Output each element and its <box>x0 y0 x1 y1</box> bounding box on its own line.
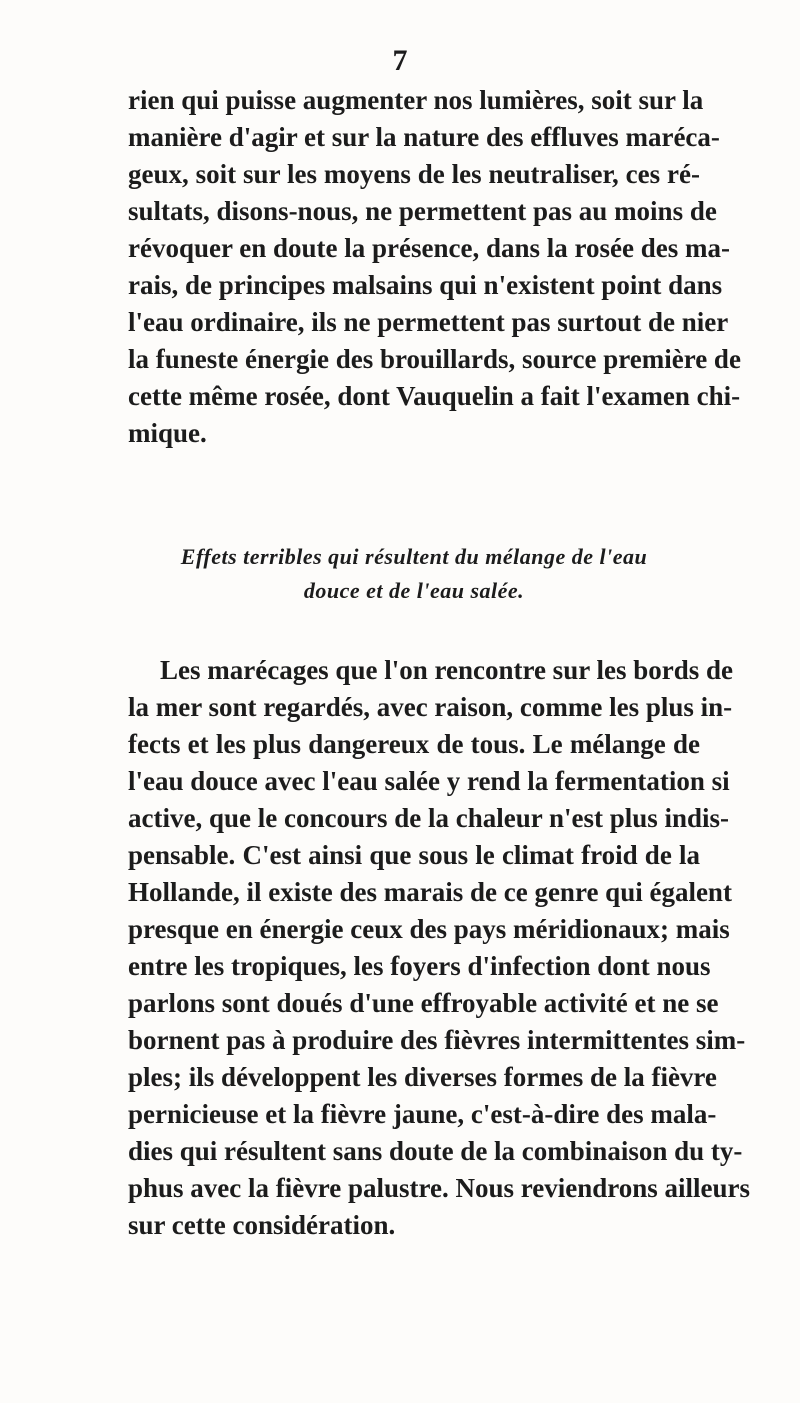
section-heading <box>128 540 700 608</box>
text-line: la funeste énergie des brouillards, source première de <box>128 344 741 374</box>
text-line: mique. <box>128 418 207 448</box>
text-line: bornent pas à produire des fièvres intermittentes sim- <box>128 1025 746 1055</box>
text-line: l'eau douce avec l'eau salée y rend la fermentation si <box>128 766 730 796</box>
text-line: la mer sont regardés, avec raison, comme les plus in- <box>128 692 733 722</box>
text-line: presque en énergie ceux des pays méridionaux; mais <box>128 914 730 944</box>
text-line: révoquer en doute la présence, dans la rosée des ma- <box>128 233 730 263</box>
text-line: dies qui résultent sans doute de la combinaison du ty- <box>128 1136 743 1166</box>
text-line: entre les tropiques, les foyers d'infection dont nous <box>128 951 711 981</box>
text-line: active, que le concours de la chaleur n'est plus indis- <box>128 803 730 833</box>
text-line: phus avec la fièvre palustre. Nous reviendrons ailleurs <box>128 1173 751 1203</box>
page-number: 7 <box>392 44 408 77</box>
text-line: rien qui puisse augmenter nos lumières, soit sur la <box>128 85 704 115</box>
text-line: pernicieuse et la fièvre jaune, c'est-à-dire des mala- <box>128 1099 717 1129</box>
text-line: pensable. C'est ainsi que sous le climat froid de la <box>128 840 700 870</box>
text-line: l'eau ordinaire, ils ne permettent pas surtout de nier <box>128 307 729 337</box>
text-line: rais, de principes malsains qui n'existent point dans <box>128 270 723 300</box>
text-line: sur cette considération. <box>128 1210 396 1240</box>
text-line: Hollande, il existe des marais de ce genre qui égalent <box>128 877 732 907</box>
text-line: fects et les plus dangereux de tous. Le mélange de <box>128 729 700 759</box>
text-line: geux, soit sur les moyens de les neutraliser, ces ré- <box>128 159 700 189</box>
text-line: manière d'agir et sur la nature des effluves maréca- <box>128 122 720 152</box>
text-line: sultats, disons-nous, ne permettent pas au moins de <box>128 196 717 226</box>
heading-line: Effets terribles qui résultent du mélange de l'eau <box>180 544 648 569</box>
heading-line: douce et de l'eau salée. <box>303 578 525 603</box>
text-line: ples; ils développent les diverses formes de la fièvre <box>128 1062 717 1092</box>
text-line: cette même rosée, dont Vauquelin a fait l'examen chi- <box>128 381 741 411</box>
text-line: parlons sont doués d'une effroyable activité et ne se <box>128 988 719 1018</box>
paragraph-main <box>128 652 751 1244</box>
text-line: Les marécages que l'on rencontre sur les bords de <box>160 655 733 685</box>
paragraph-continuation <box>128 82 741 452</box>
